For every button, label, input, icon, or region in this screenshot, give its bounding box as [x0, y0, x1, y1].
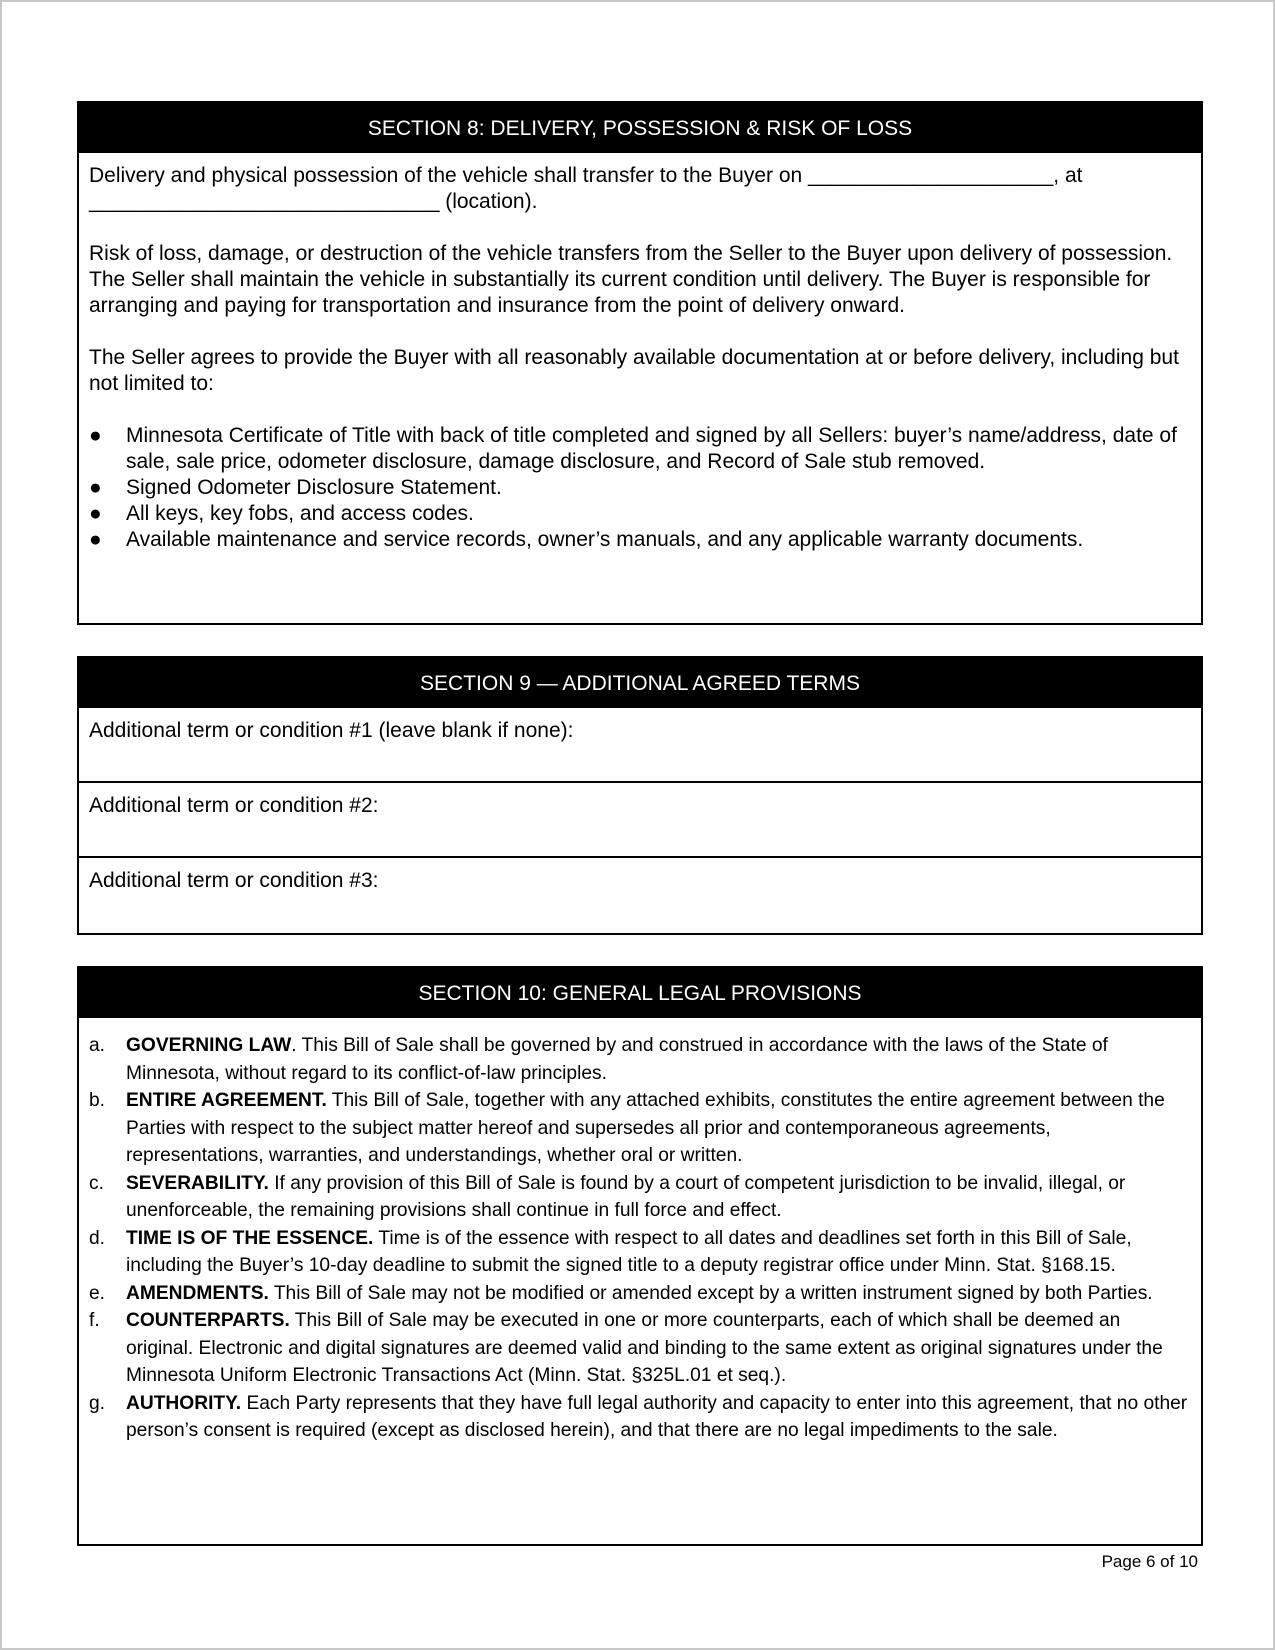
list-item: d. TIME IS OF THE ESSENCE. Time is of the essence with respect to all dates and deadlines set forth in this Bill of Sale, including the Buyer’s 10-day deadline to submit the signed title to a deputy registrar office under Minn. Stat. §168.15. — [89, 1227, 1132, 1276]
bullet-icon: ● — [89, 528, 102, 551]
section-9-title: SECTION 9 — ADDITIONAL AGREED TERMS — [79, 658, 1201, 708]
list-item: c. SEVERABILITY. If any provision of this Bill of Sale is found by a court of competent jurisdiction to be invalid, illegal, or unenforceable, the remaining provisions shall continue in full force and effect. — [89, 1172, 1126, 1221]
section-10-title: SECTION 10: GENERAL LEGAL PROVISIONS — [79, 968, 1201, 1018]
section-10-body — [79, 1018, 1201, 1445]
list-item: e. AMENDMENTS. This Bill of Sale may not be modified or amended except by a written instrument signed by both Parties. — [89, 1282, 1153, 1304]
bullet-icon: ● — [89, 424, 102, 447]
section-8 — [77, 101, 1203, 625]
documentation-paragraph: The Seller agrees to provide the Buyer with all reasonably available documentation at or before delivery, including but not limited to: — [89, 346, 1179, 395]
bullet-icon: ● — [89, 476, 102, 499]
list-item: ● All keys, key fobs, and access codes. — [89, 502, 474, 525]
list-item: b. ENTIRE AGREEMENT. This Bill of Sale, together with any attached exhibits, constitutes the entire agreement between the Parties with respect to the subject matter hereof and supersedes all prior and contemporaneous agreements, representations, warranties, and understandings, whether oral or written. — [89, 1090, 1165, 1166]
list-item: ● Signed Odometer Disclosure Statement. — [89, 476, 502, 499]
list-item: a. GOVERNING LAW. This Bill of Sale shall be governed by and construed in accordance with the laws of the State of Minnesota, without regard to its conflict-of-law principles. — [89, 1035, 1108, 1084]
list-item: ● Minnesota Certificate of Title with back of title completed and signed by all Sellers: buyer’s name/address, date of sale, sale price, odometer disclosure, damage disclosure, and Record of Sale stub removed. — [89, 424, 1177, 473]
bullet-icon: ● — [89, 502, 102, 525]
risk-of-loss-paragraph: Risk of loss, damage, or destruction of the vehicle transfers from the Seller to the Buyer upon delivery of possession. The Seller shall maintain the vehicle in substantially its current condition until delivery. The Buyer is responsible for arranging and paying for transportation and insurance from the point of delivery onward. — [89, 242, 1173, 317]
list-item: g. AUTHORITY. Each Party represents that they have full legal authority and capacity to enter into this agreement, that no other person’s consent is required (except as disclosed herein), and that there are no legal impediments to the sale. — [89, 1392, 1188, 1441]
list-item: ● Available maintenance and service records, owner’s manuals, and any applicable warranty documents. — [89, 528, 1084, 551]
list-item: f. COUNTERPARTS. This Bill of Sale may be executed in one or more counterparts, each of which shall be deemed an original. Electronic and digital signatures are deemed valid and binding to the same extent as original signatures under the Minnesota Uniform Electronic Transactions Act (Minn. Stat. §325L.01 et seq.). — [89, 1310, 1163, 1386]
section-8-body — [79, 153, 1201, 553]
documentation-list — [89, 423, 1191, 553]
page-number: Page 6 of 10 — [1101, 1552, 1198, 1571]
legal-provisions-list — [89, 1032, 1191, 1445]
delivery-line-2: ______________________________ (location). — [89, 190, 538, 213]
section-10 — [77, 966, 1203, 1546]
section-8-title: SECTION 8: DELIVERY, POSSESSION & RISK OF LOSS — [79, 103, 1201, 153]
additional-term-1[interactable]: Additional term or condition #1 (leave blank if none): — [79, 708, 1201, 783]
additional-term-2[interactable]: Additional term or condition #2: — [79, 783, 1201, 858]
additional-term-3[interactable]: Additional term or condition #3: — [89, 869, 379, 892]
section-9 — [77, 656, 1203, 935]
delivery-line-1: Delivery and physical possession of the vehicle shall transfer to the Buyer on _____________________, at — [89, 164, 1083, 187]
